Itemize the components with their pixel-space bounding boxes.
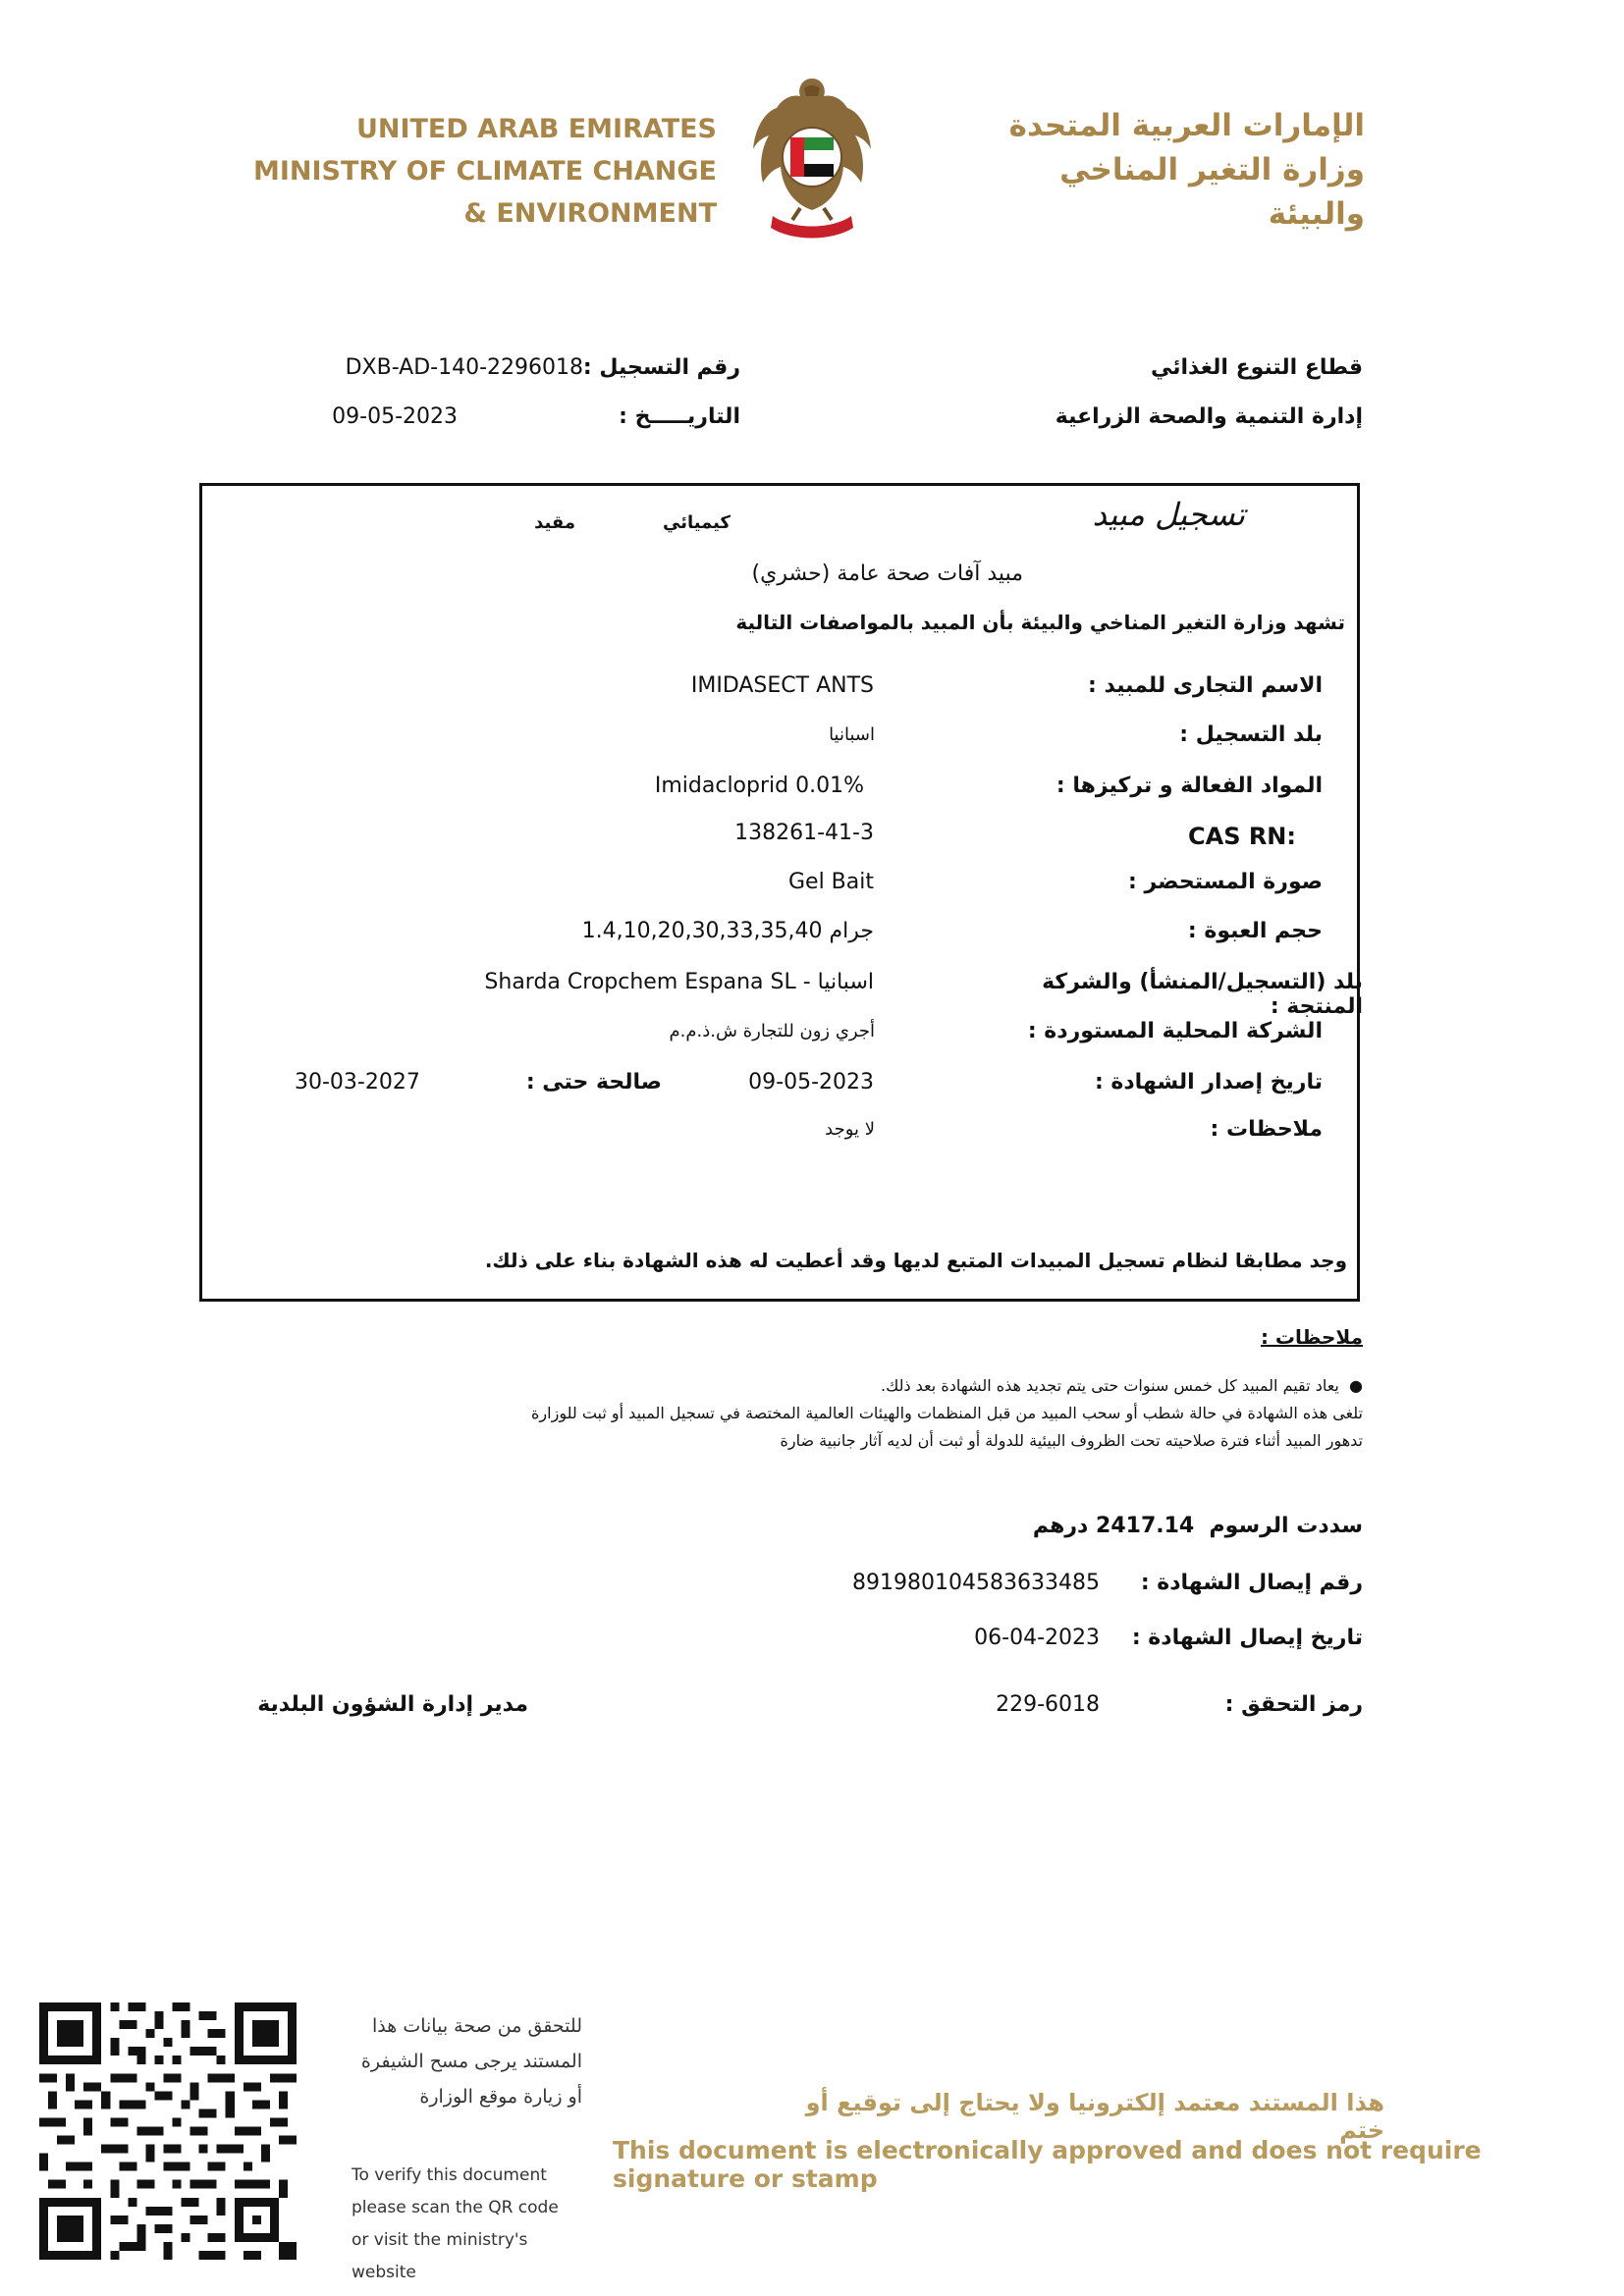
registration-no-label: رقم التسجيل : [582,355,740,380]
verify-text-english [352,2160,582,2289]
ar-line-2: وزارة التغير المناخي [1059,152,1365,187]
notes-title: ملاحظات : [1260,1325,1363,1349]
importer-label: الشركة المحلية المستوردة : [1027,1019,1323,1043]
verify-en-line-2: please scan the QR code [352,2198,559,2217]
reg-country-value: اسبانيا [829,724,875,745]
notes-label: ملاحظات : [1210,1117,1323,1142]
valid-until-label: صالحة حتى : [525,1070,662,1095]
notes-value: لا يوجد [825,1119,875,1140]
verify-en-line-1: To verify this document [352,2165,547,2185]
manager-title: مدير إدارة الشؤون البلدية [257,1692,528,1717]
pesticide-type: مبيد آفات صحة عامة (حشري) [751,561,1023,586]
receipt-no-value: 891980104583633485 [852,1571,1100,1595]
note-line-1: ● يعاد تقيم المبيد كل خمس سنوات حتى يتم تجديد هذه الشهادة بعد ذلك. [881,1376,1363,1395]
verify-ar-line-1: للتحقق من صحة بيانات هذا [372,2015,582,2037]
verify-en-line-3: or visit the ministry's website [352,2230,528,2282]
note-line-3: تدهور المبيد أثناء فترة صلاحيته تحت الظروف البيئية للدولة أو ثبت أن لديه آثار جانبية ضارة [780,1431,1363,1450]
certificate-title: تسجيل مبيد [1092,496,1245,533]
electronic-approval-arabic: هذا المستند معتمد إلكترونيا ولا يحتاج إلى توقيع أو ختم [805,2089,1384,2144]
certificate-closing: وجد مطابقا لنظام تسجيل المبيدات المتبع لديها وقد أعطيت له هذه الشهادة بناء على ذلك. [484,1249,1347,1272]
receipt-date-value: 06-04-2023 [974,1626,1100,1650]
registration-date-value: 09-05-2023 [332,404,458,429]
pack-size-label: حجم العبوة : [1187,919,1323,943]
active-ingredients-label: المواد الفعالة و تركيزها : [1056,774,1323,798]
reg-country-label: بلد التسجيل : [1179,722,1323,747]
active-ingredients-value: Imidacloprid 0.01% [654,774,864,798]
verify-ar-line-3: أو زيارة موقع الوزارة [419,2086,582,2108]
tag-restricted: مقيد [534,512,575,533]
certificate-intro: تشهد وزارة التغير المناخي والبيئة بأن المبيد بالمواصفات التالية [735,611,1345,634]
tag-chemical: كيميائي [663,512,731,533]
ar-line-3: والبيئة [1268,196,1365,232]
verify-code-label: رمز التحقق : [1224,1692,1363,1717]
formulation-value: Gel Bait [787,870,874,894]
fees-paid [676,1514,1363,1538]
electronic-approval-english: This document is electronically approved and does not require signature or stamp [613,2136,1482,2193]
trade-name-label: الاسم التجارى للمبيد : [1088,673,1323,698]
verify-ar-line-2: المستند يرجى مسح الشيفرة [360,2051,582,2072]
en-line-2: MINISTRY OF CLIMATE CHANGE [253,156,717,187]
issue-date-value: 09-05-2023 [748,1070,874,1095]
registration-no-value: DXB-AD-140-2296018 [345,355,583,380]
origin-value: Sharda Cropchem Espana SL - اسبانيا [484,970,874,994]
fees-label: سددت الرسوم [1209,1514,1363,1538]
notes-list [332,1372,1363,1455]
uae-falcon-emblem-icon [743,71,881,247]
ministry-name-english [226,108,717,235]
sector-line-1: قطاع التنوع الغذائي [1150,355,1363,380]
fees-value: 2417.14 [1096,1514,1195,1538]
origin-label: بلد (التسجيل/المنشأ) والشركة المنتجة : [1042,970,1363,1019]
formulation-label: صورة المستحضر : [1128,870,1323,894]
cas-value: 138261-41-3 [734,821,874,845]
ministry-name-arabic [903,104,1365,237]
note-line-2: تلغى هذه الشهادة في حالة شطب أو سحب المبيد من قبل المنظمات والهيئات العالمية المختصة في تسجيل المبيد أو ثبت للوزارة [531,1404,1363,1422]
registration-date-label: التاريـــــخ : [619,404,740,429]
qr-code-icon[interactable] [39,2002,297,2260]
pack-size-value: 1.4,10,20,30,33,35,40 جرام [581,919,874,943]
receipt-no-label: رقم إيصال الشهادة : [1140,1571,1363,1595]
verify-text-arabic [352,2008,582,2114]
verify-code-value: 229-6018 [996,1692,1100,1717]
issue-date-label: تاريخ إصدار الشهادة : [1094,1070,1323,1095]
trade-name-value: IMIDASECT ANTS [690,673,874,698]
bullet-icon: ● [1349,1376,1363,1395]
en-line-3: & ENVIRONMENT [463,198,717,229]
cas-label: CAS RN: [1188,823,1296,850]
ar-line-1: الإمارات العربية المتحدة [1008,108,1365,143]
valid-until-value: 30-03-2027 [295,1070,420,1095]
importer-value: أجري زون للتجارة ش.ذ.م.م [669,1021,875,1041]
sector-line-2: إدارة التنمية والصحة الزراعية [1055,404,1363,429]
receipt-date-label: تاريخ إيصال الشهادة : [1131,1626,1363,1650]
en-line-1: UNITED ARAB EMIRATES [355,114,717,144]
fees-unit: درهم [1032,1514,1089,1538]
